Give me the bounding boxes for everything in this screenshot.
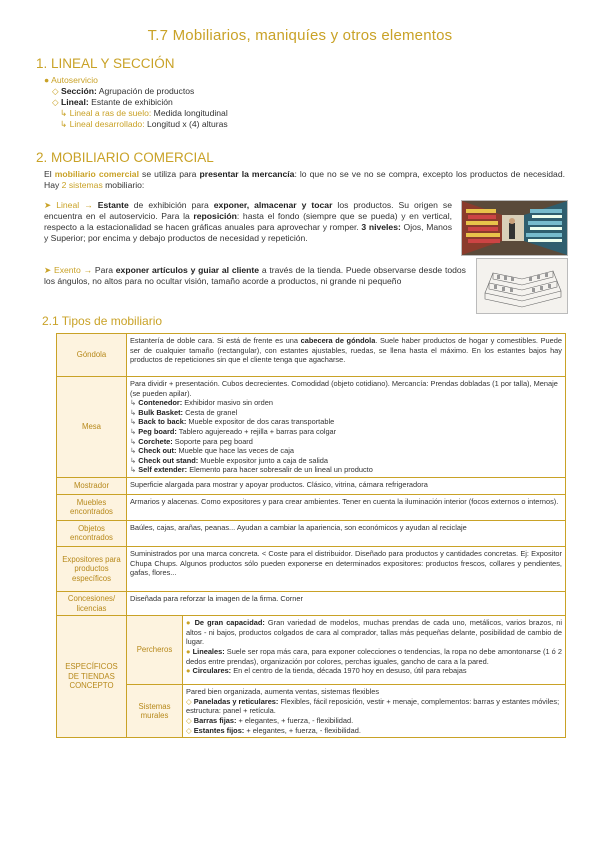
row-header-mostrador: Mostrador (57, 477, 127, 494)
list-item: ↳ Lineal a ras de suelo: Medida longitudinal (60, 108, 228, 118)
supermarket-aisle-image (461, 200, 568, 256)
intro-paragraph: El mobiliario comercial se utiliza para presentar la mercancía: lo que no se ve no se compra, excepto los productos de necesidad. Hay 2 sistemas mobiliario: (44, 169, 565, 190)
section-2-heading: 2. MOBILIARIO COMERCIAL (36, 150, 214, 165)
table-row (57, 546, 566, 591)
furniture-types-table (56, 333, 566, 738)
mostrador-cell: Superficie alargada para mostrar y apoyar productos. Clásico, vitrina, cámara refrigeradora (127, 477, 566, 494)
list-item: ↳ Peg board: Tablero agujereado + rejilla + barras para colgar (130, 426, 337, 436)
table-row (57, 334, 566, 377)
row-header-mesa: Mesa (57, 377, 127, 478)
muebles-cell: Armarios y alacenas. Como expositores y para crear ambientes. Tener en cuenta la iluminación interior (focos externos o internos). (127, 494, 566, 520)
table-row (57, 477, 566, 494)
row-header-objetos: Objetos encontrados (57, 520, 127, 546)
table-row (57, 616, 566, 685)
list-item: ↳ Self extender: Elemento para hacer sobresalir de un lineal un producto (130, 465, 373, 475)
list-item: ◇ Paneladas y reticulares: Flexibles, fácil reposición, vestir + menaje, complementos: barras y estantes móviles; estructura: panel + retícula. (186, 696, 560, 716)
list-item: ● De gran capacidad: Gran variedad de modelos, muchas prendas de cada uno, metálicos, varios brazos, ni altos - ni bajos, productos colgados de cara al comprador, tallas más pequeñas delante, posibilidad de cambio de lugar. (186, 618, 562, 647)
objetos-cell: Baúles, cajas, arañas, peanas... Ayudan a cambiar la apariencia, son económicos y ayudan al reciclaje (127, 520, 566, 546)
table-row (57, 591, 566, 615)
list-item: ◇ Lineal: Estante de exhibición (52, 97, 173, 107)
row-header-sistemas: Sistemas murales (127, 685, 183, 738)
row-header-expositores: Expositores para productos específicos (57, 546, 127, 591)
mesa-cell: Para dividir + presentación. Cubos decrecientes. Comodidad (objeto cotidiano). Mercancía: Prendas dobladas (1 por talla), Menaje (se pueden apilar). ↳ Contenedor: Exhibidor masivo sin orden ↳ Bulk Basket: Cesta de granel ↳ Back to back: Mueble expositor de dos caras transportable ↳ Peg board: Tablero agujereado + rejilla + barras para colgar ↳ Corchete: Soporte para peg board ↳ Check out: Mueble que hace las veces de caja ↳ Check out stand: Mueble expositor junto a caja de salida ↳ Self extender: Elemento para hacer sobresalir de un lineal un producto (127, 377, 566, 478)
list-item: ↳ Corchete: Soporte para peg board (130, 436, 253, 446)
lineal-paragraph: ➤ Lineal → Estante de exhibición para exponer, almacenar y tocar los productos. Su origen se encuentra en el autoservicio. Para la reposición: hasta el fondo (siempre que se pueda) y en vertical, respecto a la estacionalidad se hacen gráficas anuales para aprovechar y romper. 3 niveles: Ojos, Manos y Superior; por encima y debajo productos de necesidad y repetición. (44, 200, 453, 243)
list-item: ↳ Back to back: Mueble expositor de dos caras transportable (130, 417, 335, 427)
list-item: ● Lineales: Suele ser ropa más cara, para exponer colecciones o tendencias, la ropa no debe amontonarse (1 ó 2 dedos entre prendas), organización por colores, perchas iguales, gancho de cara a la pared. (186, 646, 562, 666)
exento-paragraph: ➤ Exento → Para exponer artículos y guiar al cliente a través de la tienda. Puede observarse desde todos los ángulos, no altos para no ocultar visión, tamaño acorde a productos, ni grande ni pequeño (44, 265, 466, 286)
list-item: ↳ Contenedor: Exhibidor masivo sin orden (130, 398, 273, 408)
list-item: ● Circulares: En el centro de la tienda, década 1970 hoy en desuso, útil para rebajas (186, 666, 467, 676)
row-header-muebles: Muebles encontrados (57, 494, 127, 520)
list-item: ● Autoservicio (44, 75, 98, 85)
section-2-1-heading: 2.1 Tipos de mobiliario (42, 314, 163, 328)
list-item: ↳ Check out stand: Mueble expositor junto a caja de salida (130, 455, 329, 465)
list-item: ◇ Barras fijas: + elegantes, + fuerza, - flexibilidad. (186, 715, 354, 725)
table-row (57, 520, 566, 546)
concesiones-cell: Diseñada para reforzar la imagen de la firma. Corner (127, 591, 566, 615)
list-item: ◇ Sección: Agrupación de productos (52, 86, 195, 96)
expositores-cell: Suministrados por una marca concreta. < Coste para el distribuidor. Diseñado para productos y cantidades concretas. Ej: Expositor Chupa Chups. Algunos productos sólo pueden exponerse en determinados expositores: productos frescos, collares y pendientes, gafas, flores... (127, 546, 566, 591)
row-header-gondola: Góndola (57, 334, 127, 377)
row-header-percheros: Percheros (127, 616, 183, 685)
row-header-concesiones: Concesiones/ licencias (57, 591, 127, 615)
row-header-especificos: ESPECÍFICOS DE TIENDAS CONCEPTO (57, 616, 127, 738)
display-stand-image (476, 258, 568, 314)
section-1-heading: 1. LINEAL Y SECCIÓN (36, 56, 175, 71)
table-row (57, 685, 566, 738)
table-row (57, 377, 566, 478)
gondola-cell: Estantería de doble cara. Si está de frente es una cabecera de góndola. Suele haber productos de hogar y comestibles. Puede ser de cualquier tamaño (rectangular), con estantes ajustables, ruedas, se llena hasta el máximo. En los estantes bajos hay productos de repeticiones sin que el cliente tenga que agacharse. (127, 334, 566, 377)
sistemas-cell: Pared bien organizada, aumenta ventas, sistemas flexibles ◇ Paneladas y reticulares: Flexibles, fácil reposición, vestir + menaje, complementos: barras y estantes móviles; estructura: panel + retícula. ◇ Barras fijas: + elegantes, + fuerza, - flexibilidad. ◇ Estantes fijos: + elegantes, + fuerza, - flexibilidad. (183, 685, 566, 738)
list-item: ↳ Bulk Basket: Cesta de granel (130, 407, 238, 417)
percheros-cell (183, 616, 566, 685)
list-item: ↳ Check out: Mueble que hace las veces de caja (130, 446, 294, 456)
page-title: T.7 Mobiliarios, maniquíes y otros elementos (147, 27, 453, 44)
table-row (57, 494, 566, 520)
list-item: ↳ Lineal desarrollado: Longitud x (4) alturas (60, 119, 228, 129)
list-item: ◇ Estantes fijos: + elegantes, + fuerza, - flexibilidad. (186, 725, 361, 735)
